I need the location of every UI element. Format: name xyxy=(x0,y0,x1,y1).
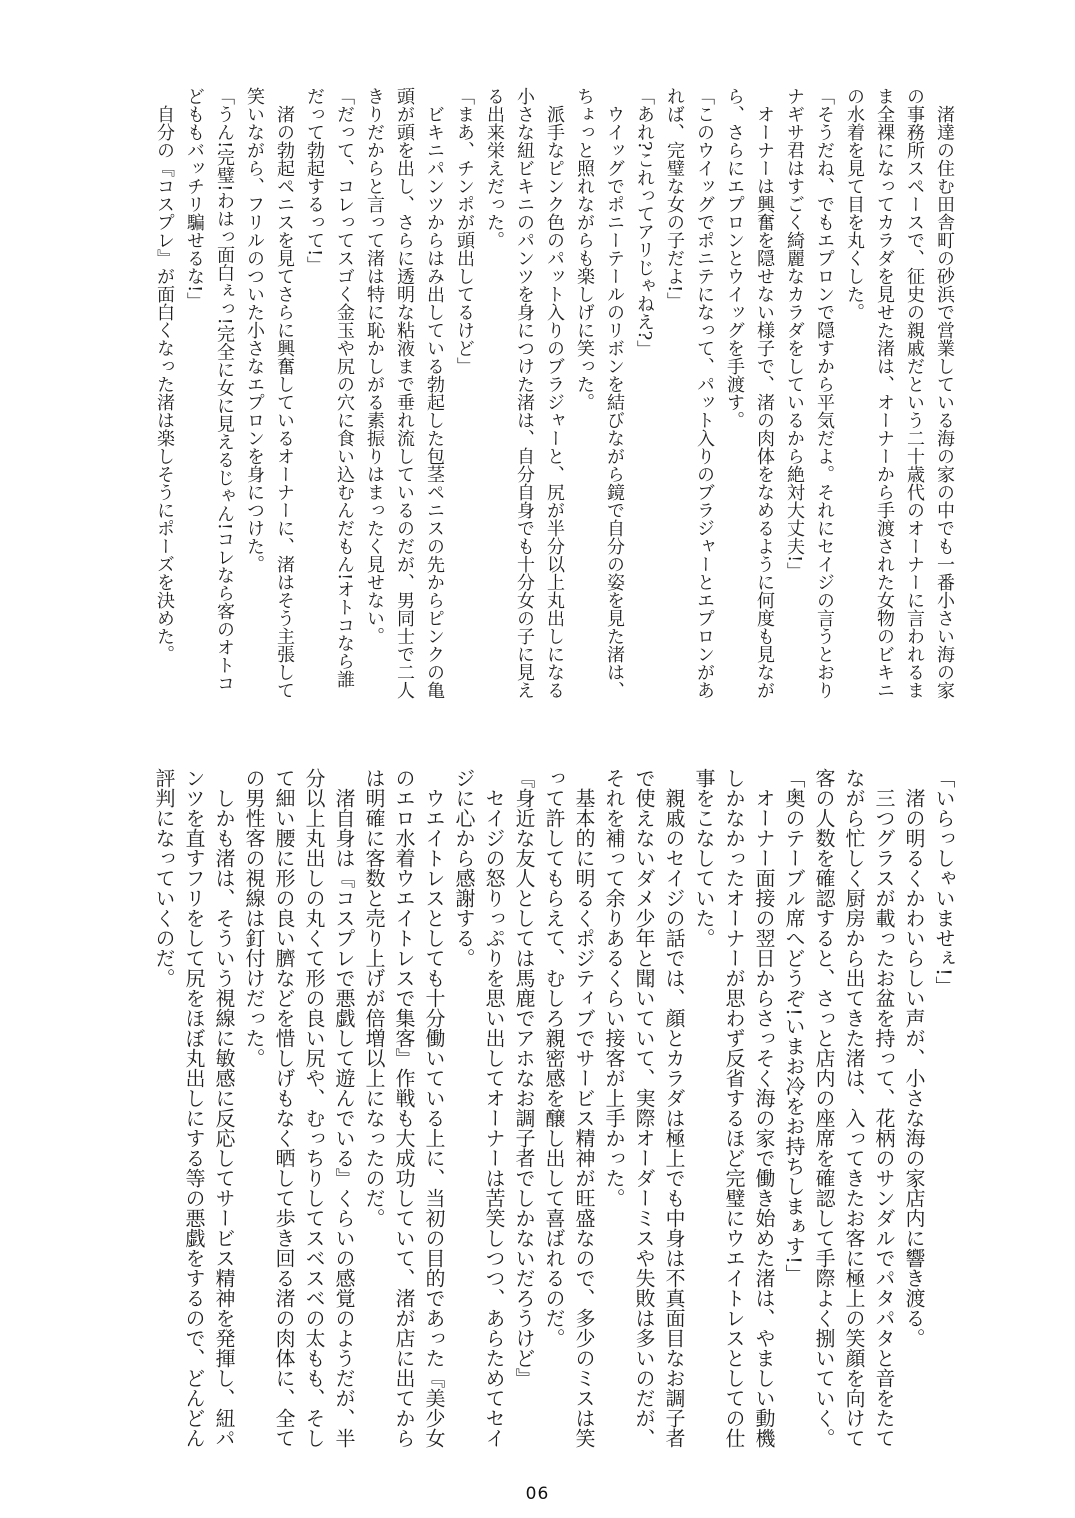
narrative-paragraph: 親戚のセイジの話では、顔とカラダは極上でも中身は不真面目なお調子者で使えないダメ少年と聞いていて、実際オーダーミスや失敗は多いのだが、それを補って余りあるくらい接客が上手かった。 xyxy=(602,768,686,1448)
dialogue-paragraph: 「そうだね、でもエプロンで隠すから平気だよ。それにセイジの言うとおりナギサ君はすごく綺麗なカラダをしているから絶対大丈夫!」 xyxy=(784,87,835,699)
narrative-paragraph: 渚の明るくかわいらしい声が、小さな海の家店内に響き渡る。 xyxy=(902,788,926,1348)
narrative-paragraph: 自分の『コスプレ』が面白くなった渚は楽しそうにポーズを決めた。 xyxy=(154,105,175,663)
narrative-paragraph: オーナー面接の翌日からさっそく海の家で働き始めた渚は、やましい動機しかなかったオーナーが思わず反省するほど完璧にウエイトレスとしての仕事をこなしていた。 xyxy=(692,768,776,1448)
dialogue-paragraph: 『身近な友人としては馬鹿でアホなお調子者でしかないだろうけど』 xyxy=(512,768,536,1388)
story-text-block-top xyxy=(149,87,959,699)
narrative-paragraph: 基本的に明るくポジティブでサービス精神が旺盛なので、多少のミスは笑って許してもらえて、むしろ親密感を醸し出して喜ばれるのだ。 xyxy=(542,768,596,1448)
dialogue-paragraph: 「奥のテーブル席へどうぞ!いまお冷をお持ちしまぁす!」 xyxy=(782,768,806,1285)
dialogue-paragraph: 「いらっしゃいませぇ!」 xyxy=(932,768,956,997)
narrative-paragraph: ウエイトレスとしても十分働いている上に、当初の目的であった『美少女のエロ水着ウエイトレスで集客』作戦も大成功していて、渚が店に出てからは明確に客数と売り上げが倍増以上になったのだ。 xyxy=(362,768,446,1448)
narrative-paragraph: 派手なピンク色のパット入りのブラジャーと、尻が半分以上丸出しになる小さな紐ビキニのパンツを身につけた渚は、自分自身でも十分女の子に見える出来栄えだった。 xyxy=(484,87,565,699)
dialogue-paragraph: 「あれ?これってアリじゃねえ?」 xyxy=(634,87,655,359)
narrative-paragraph: ウイッグでポニーテールのリボンを結びながら鏡で自分の姿を見た渚は、ちょっと照れながらも楽しげに笑った。 xyxy=(574,87,625,699)
page-number: 06 xyxy=(525,1484,550,1504)
narrative-paragraph: オーナーは興奮を隠せない様子で、渚の肉体をなめるように何度も見ながら、さらにエプロンとウイッグを手渡す。 xyxy=(724,87,775,699)
dialogue-paragraph: 「このウイッグでポニテになって、パット入りのブラジャーとエプロンがあれば、完璧な女の子だよ!」 xyxy=(664,87,715,699)
narrative-paragraph: 渚達の住む田舎町の砂浜で営業している海の家の中でも一番小さい海の家の事務所スペースで、征史の親戚だという二十歳代のオーナーに言われるまま全裸になってカラダを見せた渚は、オーナーから手渡された女物のビキニの水着を見て目を丸くした。 xyxy=(844,87,955,699)
narrative-paragraph: ビキニパンツからはみ出している勃起した包茎ペニスの先からピンクの亀頭が頭を出し、さらに透明な粘液まで垂れ流しているのだが、男同士で二人きりだからと言って渚は特に恥かしがる素振りはまったく見せない。 xyxy=(364,87,445,699)
dialogue-paragraph: 「うん!完璧!わはっ面白ぇっ!完全に女に見えるじゃん!コレなら客のオトコどももバッチリ騙せるな!」 xyxy=(184,87,235,692)
narrative-paragraph: 三つグラスが載ったお盆を持って、花柄のサンダルでパタパタと音をたてながら忙しく厨房から出てきた渚は、入ってきたお客に極上の笑顔を向けて客の人数を確認すると、さっと店内の座席を確認して手際よく捌いていく。 xyxy=(812,768,896,1448)
story-text-block-bottom xyxy=(149,768,959,1448)
narrative-paragraph: 渚の勃起ペニスを見てさらに興奮しているオーナーに、渚はそう主張して笑いながら、フリルのついた小さなエプロンを身につけた。 xyxy=(244,87,295,699)
dialogue-paragraph: 「だって、コレってスゴく金玉や尻の穴に食い込むんだもん!オトコなら誰だって勃起するって!」 xyxy=(304,87,355,689)
narrative-paragraph: しかも渚は、そういう視線に敏感に反応してサービス精神を発揮し、紐パンツを直すフリをして尻をほぼ丸出しにする等の悪戯をするので、どんどん評判になっていくのだ。 xyxy=(152,768,236,1448)
narrative-paragraph: 渚自身は『コスプレで悪戯して遊んでいる』くらいの感覚のようだが、半分以上丸出しの丸くて形の良い尻や、むっちりしてスベスベの太もも、そして細い腰に形の良い臍などを惜しげもなく晒して歩き回る渚の肉体に、全ての男性客の視線は釘付けだった。 xyxy=(242,768,356,1448)
narrative-paragraph: セイジの怒りっぷりを思い出してオーナーは苦笑しつつ、あらためてセイジに心から感謝する。 xyxy=(452,768,506,1448)
dialogue-paragraph: 「まあ、チンポが頭出してるけど」 xyxy=(454,87,475,375)
